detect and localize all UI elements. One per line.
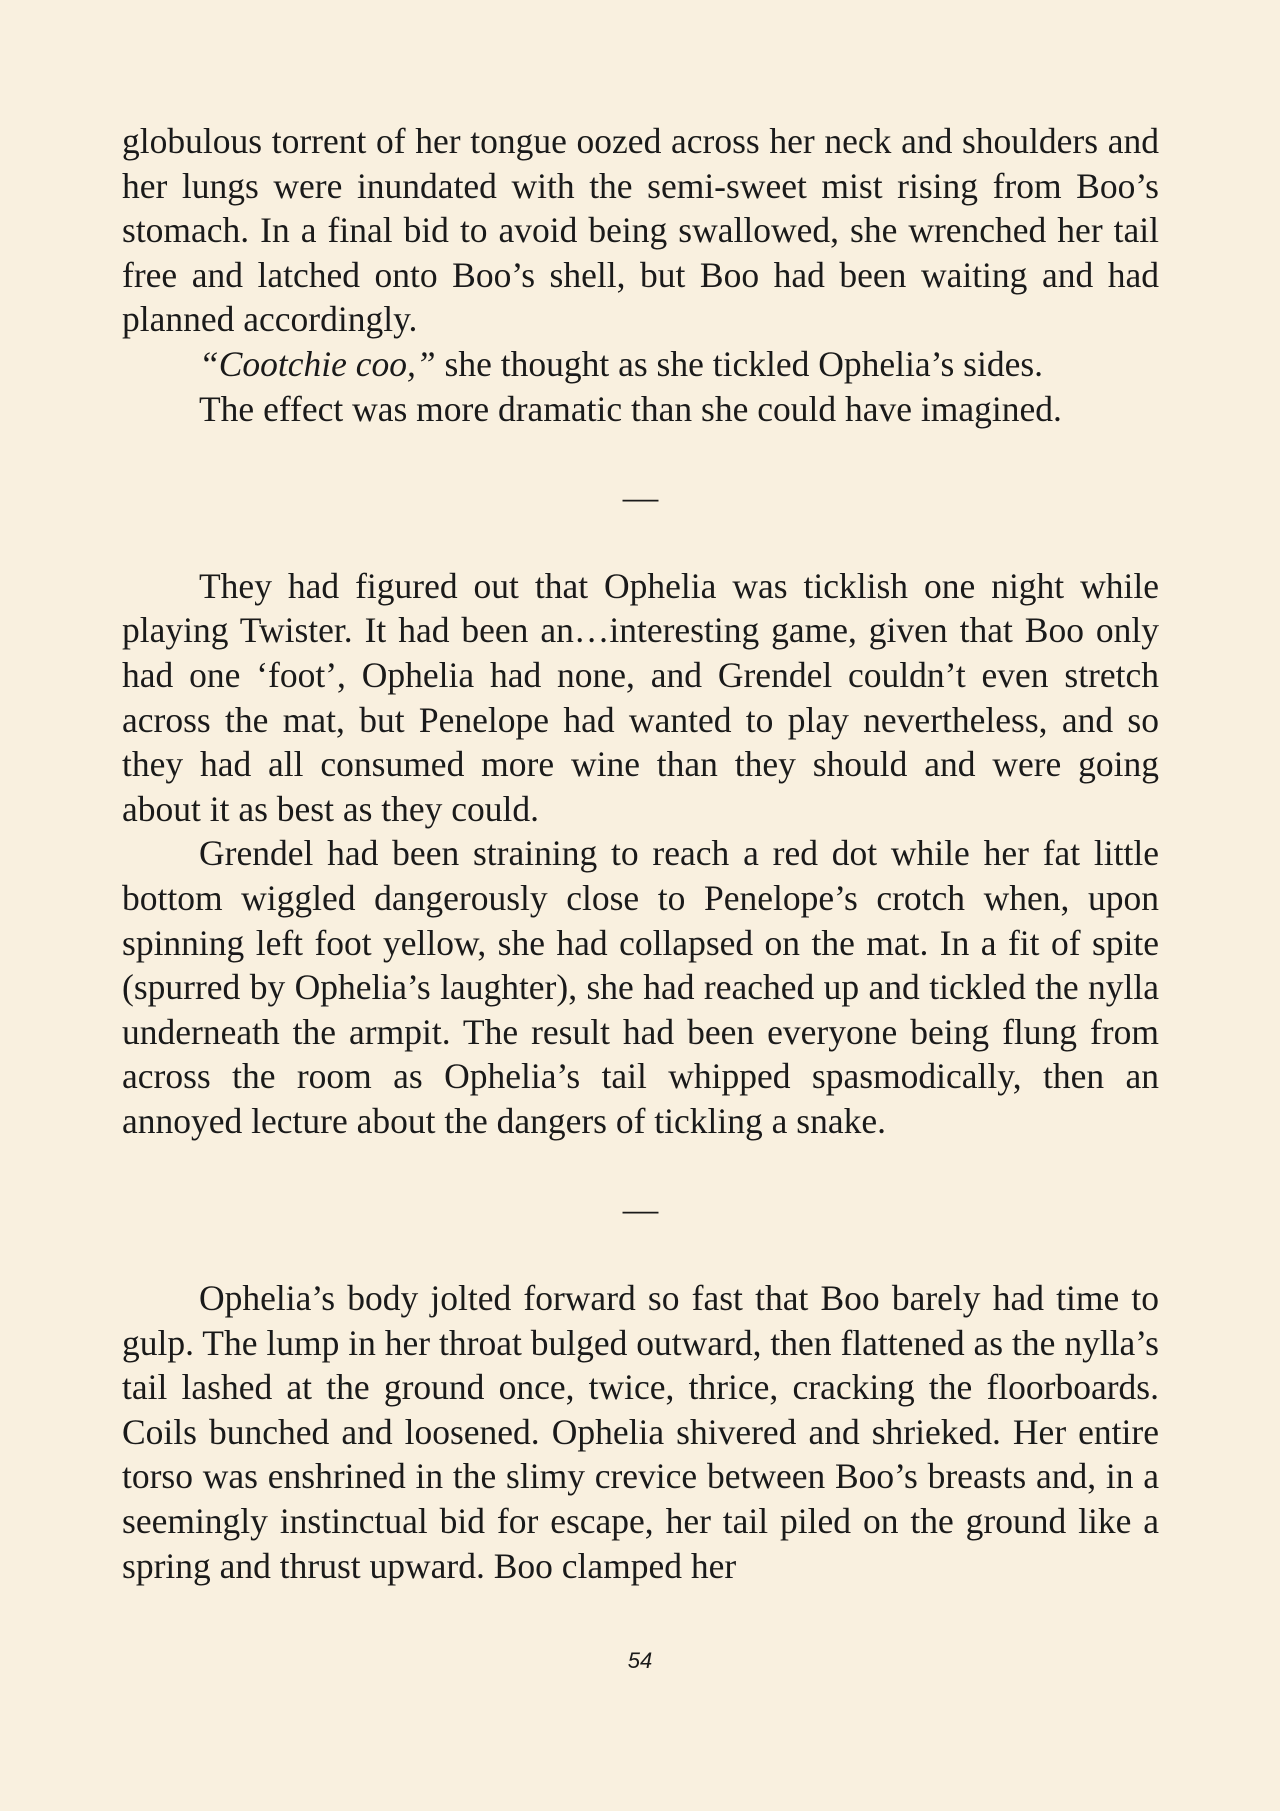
paragraph-twister: They had figured out that Ophelia was ticklish one night while playing Twister. It had been an…interesting game, given that Boo only had one ‘foot’, Ophelia had none, and Grendel couldn’t even stretch across the mat, but Penelope had wanted to play nevertheless, and so they had all consumed more wine than they should and were going about it as best as they could.	[122, 565, 1159, 829]
section-separator: —	[622, 477, 659, 518]
paragraph-grendel: Grendel had been straining to reach a red dot while her fat little bottom wiggled dangerously close to Penelope’s crotch when, upon spinning left foot yellow, she had collapsed on the mat. In a fit of spite (spurred by Ophelia’s laughter), she had reached up and tickled the nylla underneath the armpit. The result had been everyone being flung from across the room as Ophelia’s tail whipped spasmodically, then an annoyed lecture about the dangers of tickling a snake.	[122, 833, 1159, 1141]
italic-quote: “Cootchie coo,”	[199, 343, 436, 384]
quote-rest: she thought as she tickled Ophelia’s sides.	[435, 343, 1044, 384]
paragraph-effect: The effect was more dramatic than she could have imagined.	[199, 388, 1062, 429]
page-number: 54	[627, 1648, 653, 1673]
page-body	[122, 119, 1159, 1588]
paragraph-continued: globulous torrent of her tongue oozed across her neck and shoulders and her lungs were inundated with the semi-sweet mist rising from Boo’s stomach. In a final bid to avoid being swallowed, she wrenched her tail free and latched onto Boo’s shell, but Boo had been waiting and had planned accordingly.	[122, 121, 1159, 340]
paragraph-quote	[122, 342, 1159, 387]
section-separator: —	[622, 1189, 659, 1230]
paragraph-ophelia: Ophelia’s body jolted forward so fast that Boo barely had time to gulp. The lump in her throat bulged outward, then flattened as the nylla’s tail lashed at the ground once, twice, thrice, cracking the floorboards. Coils bunched and loosened. Ophelia shivered and shrieked. Her entire torso was enshrined in the slimy crevice between Boo’s breasts and, in a seemingly instinctual bid for escape, her tail piled on the ground like a spring and thrust upward. Boo clamped her	[122, 1278, 1159, 1586]
